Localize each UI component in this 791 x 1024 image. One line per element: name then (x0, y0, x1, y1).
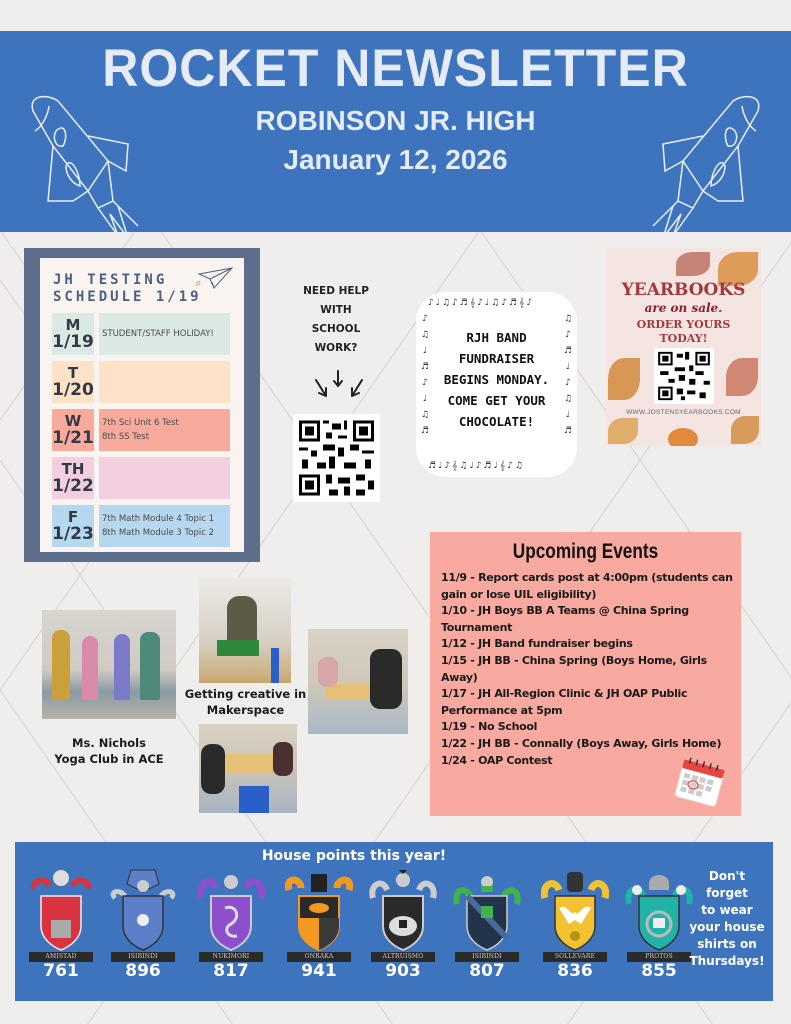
blue-house-crest-icon (109, 868, 177, 954)
house-points-value: 761 (43, 961, 79, 981)
schedule-title: JH TESTING SCHEDULE 1/19 (53, 272, 202, 305)
school-name: ROBINSON JR. HIGH (255, 105, 536, 136)
testing-schedule-card (24, 248, 260, 562)
event-item: 1/12 - JH Band fundraiser begins (441, 637, 633, 651)
house-isibindi-blue: ISIBINDI 896 (105, 866, 181, 996)
paper-plane-icon (196, 266, 234, 292)
autumn-leaf-decoration (726, 358, 758, 396)
nukimori-crest-icon (197, 868, 265, 954)
green-house-crest-icon (453, 868, 521, 954)
house-points-value: 836 (557, 961, 593, 981)
house-points-value: 941 (301, 961, 337, 981)
house-sollevare: SOLLEVARE 836 (537, 866, 613, 996)
yearbook-subtitle: are on sale. (644, 301, 723, 315)
yearbook-ad (606, 248, 761, 446)
calendar-icon (671, 756, 729, 808)
yoga-club-caption: Ms. Nichols Yoga Club in ACE (54, 736, 164, 766)
event-item: 1/17 - JH All-Region Clinic & JH OAP Public Performance at 5pm (441, 687, 688, 717)
house-points-title: House points this year! (261, 848, 447, 864)
schedule-row-monday: M 1/19 STUDENT/STAFF HOLIDAY! (52, 313, 232, 355)
autumn-leaf-decoration (608, 358, 640, 400)
house-amistad: AMISTAD 761 (23, 866, 99, 996)
house-shirt-reminder: Don't forget to wear your house shirts on Thursdays! (689, 869, 765, 968)
makerspace-caption: Getting creative in Makerspace (184, 687, 307, 717)
autumn-leaf-decoration (731, 416, 759, 444)
yoga-club-photo (42, 610, 176, 719)
house-isibindi-green: ISIBINDI 807 (449, 866, 525, 996)
autumn-leaf-decoration (608, 418, 638, 444)
sollevare-crest-icon (541, 868, 609, 954)
events-title: Upcoming Events (512, 540, 659, 563)
house-onraka: ONRAKA 941 (281, 866, 357, 996)
upcoming-events-card (430, 532, 741, 816)
yearbook-qr-code[interactable] (654, 348, 714, 404)
protos-crest-icon (625, 868, 693, 954)
house-altruismo: ALTRUISMO 903 (365, 866, 441, 996)
onraka-crest-icon (285, 868, 353, 954)
events-list (441, 570, 733, 769)
music-notes-border: ♪♩♫♪♬𝄞♪♩♫♪♬𝄞♪ (428, 298, 535, 308)
house-points-value: 903 (385, 961, 421, 981)
music-notes-border: ♬♩♪𝄞♫♩♪♬♩𝄞♪♫ (428, 461, 525, 471)
homework-help-text: NEED HELP WITH SCHOOL WORK? (303, 285, 369, 354)
event-item: 1/22 - JH BB - Connally (Boys Away, Girls Home) (441, 736, 722, 750)
event-item: 11/9 - Report cards post at 4:00pm (students can gain or lose UIL eligibility) (441, 571, 733, 601)
house-nukimori: NUKIMORI 817 (193, 866, 269, 996)
house-points-value: 817 (213, 961, 249, 981)
qr-code-icon (654, 348, 714, 404)
schedule-row-wednesday: W 1/21 7th Sci Unit 6 Test 8th SS Test (52, 409, 232, 451)
event-item: 1/24 - OAP Contest (441, 753, 553, 767)
yearbook-title: YEARBOOKS (621, 280, 746, 300)
event-item: 1/19 - No School (441, 720, 538, 734)
newsletter-title: ROCKET NEWSLETTER (102, 38, 689, 98)
qr-code-icon (293, 414, 380, 502)
event-item: 1/15 - JH BB - China Spring (Boys Home, Girls Away) (441, 653, 707, 684)
house-points-value: 896 (125, 961, 161, 981)
yearbook-url[interactable]: WWW.JOSTENSYEARBOOKS.COM (626, 409, 741, 416)
pumpkin-decoration (668, 428, 698, 446)
makerspace-photo-2 (308, 629, 408, 734)
house-protos: PROTOS 855 (621, 866, 697, 996)
band-fundraiser-text: RJH BAND FUNDRAISER BEGINS MONDAY. COME GET YOUR CHOCOLATE! (443, 330, 550, 429)
amistad-crest-icon (27, 868, 95, 954)
band-fundraiser-card (416, 292, 577, 477)
homework-help-qr-code[interactable] (293, 414, 380, 502)
makerspace-photo-3 (199, 724, 297, 813)
music-notes-border: ♪♫♩♬♪♩♫♬ (420, 314, 430, 442)
schedule-row-thursday: TH 1/22 (52, 457, 232, 499)
event-item: 1/10 - JH Boys BB A Teams @ China Spring Tournament (441, 604, 689, 634)
autumn-leaf-decoration (676, 252, 710, 276)
makerspace-photo-1 (199, 578, 291, 683)
house-points-value: 807 (469, 961, 505, 981)
house-points-value: 855 (641, 961, 677, 981)
newsletter-date: January 12, 2026 (283, 144, 508, 175)
down-arrows-icon (312, 368, 368, 402)
schedule-row-friday: F 1/23 7th Math Module 4 Topic 1 8th Math Module 3 Topic 2 (52, 505, 232, 547)
newsletter-header (0, 31, 791, 232)
house-points-banner (15, 842, 773, 1001)
schedule-row-tuesday: T 1/20 (52, 361, 232, 403)
yearbook-order-text: ORDER YOURS TODAY! (636, 318, 731, 345)
music-notes-border: ♫♪♬♩♪♫♩♬ (563, 314, 573, 442)
altruismo-crest-icon (369, 868, 437, 954)
